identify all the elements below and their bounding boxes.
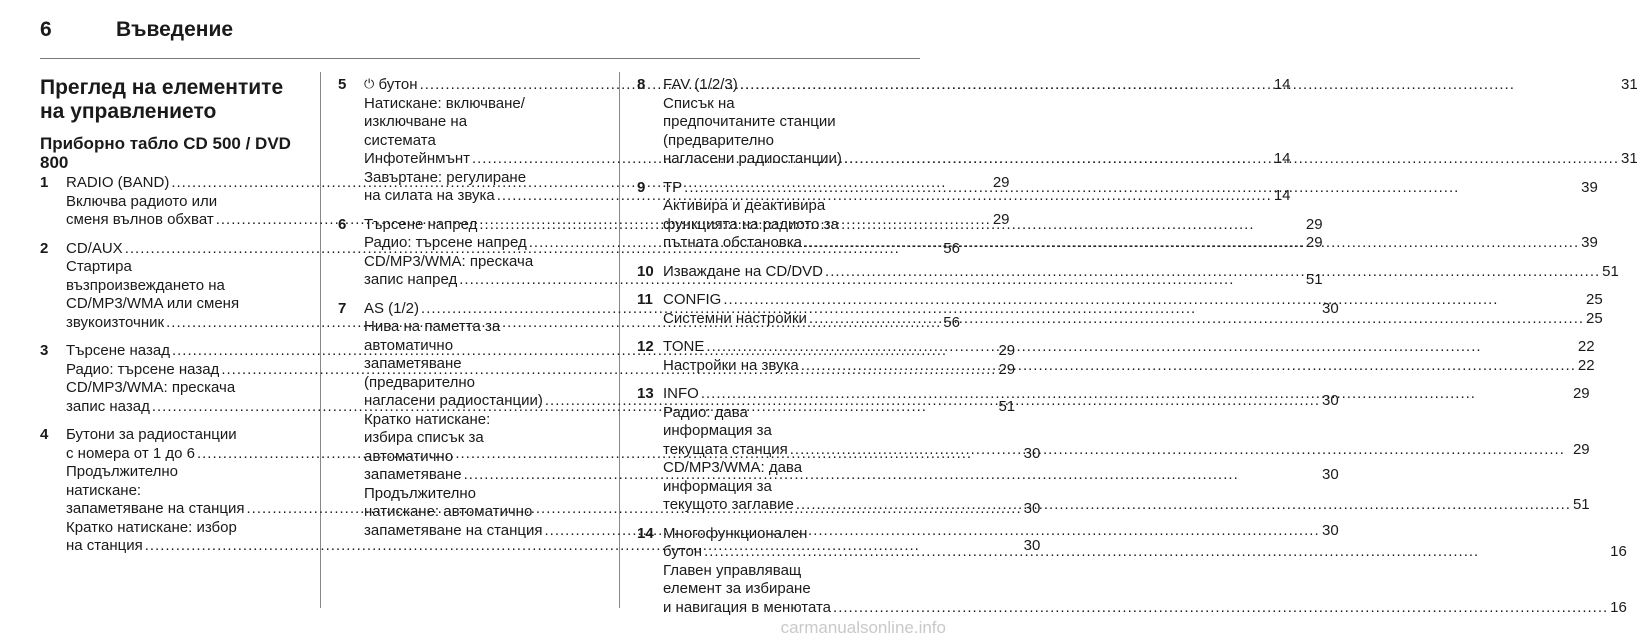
entry-text: TONE: [663, 338, 705, 355]
page-reference[interactable]: 51: [1305, 271, 1323, 288]
entry-text: Радио: търсене напред: [364, 234, 527, 251]
entry-line: [663, 234, 1598, 253]
dot-leader: [704, 543, 1608, 562]
entry-line: [663, 496, 1590, 515]
entry-text: на станция: [66, 537, 143, 554]
entry-text: FAV (1/2/3): [663, 76, 738, 93]
entry-text: Натискане: включване/: [364, 94, 525, 112]
dot-leader: [706, 338, 1575, 357]
entry-text: и навигация в менютата: [663, 598, 832, 616]
entry-text: натискане: автоматично: [364, 503, 533, 520]
entry-text: текущото заглавие: [663, 496, 794, 513]
entry-line: [663, 599, 1627, 618]
entry-line: [663, 404, 1590, 423]
entry-text: бутон: [378, 76, 418, 93]
page-reference[interactable]: 29: [1305, 234, 1323, 251]
entry-text: системата: [364, 131, 436, 149]
entry-line: [663, 580, 1627, 599]
page-reference[interactable]: 30: [1322, 521, 1339, 539]
page-reference[interactable]: 16: [1610, 543, 1627, 560]
entry-text: AS (1/2): [364, 299, 420, 317]
page-reference[interactable]: 31: [1621, 150, 1638, 167]
page-reference[interactable]: 22: [1577, 356, 1595, 374]
entry-text: Включва радиото или: [66, 192, 218, 210]
entry-text: функцията на радиото за: [663, 215, 839, 233]
entry-line: [663, 310, 1603, 329]
dot-leader: [809, 310, 1584, 329]
entry-text: Кратко натискане: избор: [66, 518, 237, 536]
dot-leader: [844, 150, 1619, 169]
entry-text: възпроизвеждането на: [66, 276, 225, 294]
entry-text: Системни настройки: [663, 309, 807, 327]
entry-line: [663, 357, 1595, 376]
entry-text: запаметяване на станция: [66, 500, 245, 517]
page-reference[interactable]: 30: [1023, 500, 1041, 517]
entry-text: запис назад: [66, 397, 150, 415]
entry-number: 9: [637, 178, 646, 196]
watermark: carmanualsonline.info: [780, 618, 946, 637]
page-reference[interactable]: 29: [992, 211, 1010, 228]
entry-text: автоматично: [364, 447, 454, 465]
entry-body: [663, 385, 1590, 515]
page-reference[interactable]: 29: [992, 174, 1010, 191]
entry-line: [663, 95, 1638, 114]
dot-leader: [740, 76, 1619, 95]
entry-text: Продължително: [364, 484, 477, 502]
entry-line: [663, 150, 1638, 169]
entry-line: [663, 338, 1595, 357]
page-reference[interactable]: 30: [1322, 392, 1339, 409]
entry-text: Нива на паметта за: [364, 318, 501, 335]
subsection-title: Приборно табло CD 500 / DVD 800: [40, 134, 291, 172]
page-reference[interactable]: 30: [1023, 537, 1041, 554]
page-reference[interactable]: 39: [1581, 234, 1598, 251]
entry-text: изключване на: [364, 113, 468, 130]
page-reference[interactable]: 29: [998, 360, 1016, 378]
entry-number: 4: [40, 426, 49, 443]
page-reference[interactable]: 29: [1572, 385, 1590, 402]
entry-text: Настройки на звука: [663, 356, 799, 374]
entry-text: CD/AUX: [66, 239, 123, 257]
dot-leader: [796, 496, 1571, 515]
page-reference[interactable]: 39: [1581, 178, 1598, 196]
header-rule: [40, 58, 920, 59]
dot-leader: [684, 179, 1579, 198]
page-reference[interactable]: 22: [1577, 338, 1595, 355]
page-reference[interactable]: 51: [998, 397, 1016, 415]
entry-text: Радио: търсене назад: [66, 360, 220, 378]
entry-number: 11: [637, 291, 653, 308]
entry-text: автоматично: [364, 336, 454, 354]
header-title: Въведение: [116, 18, 234, 41]
page-reference[interactable]: 56: [943, 313, 960, 331]
page-reference[interactable]: 29: [998, 342, 1016, 359]
dot-leader: [701, 385, 1571, 404]
entry-text: Търсене назад: [66, 342, 170, 359]
entry-body: [663, 338, 1595, 375]
entry-number: 8: [637, 76, 646, 93]
entry-number: 6: [338, 215, 347, 233]
page-reference[interactable]: 29: [1572, 440, 1590, 458]
entry-text: нагласени радиостанции): [663, 150, 842, 167]
page-reference[interactable]: 25: [1586, 291, 1603, 308]
entry-number: 13: [637, 385, 654, 402]
page-reference[interactable]: 30: [1322, 299, 1339, 317]
entry-line: [663, 76, 1638, 95]
entry-text: запаметяване: [364, 466, 462, 483]
page-reference[interactable]: 25: [1586, 309, 1603, 327]
index-entry: [637, 262, 1619, 282]
entry-text: звукоизточник: [66, 313, 165, 331]
entry-text: избира списък за: [364, 429, 484, 446]
dot-leader: [833, 599, 1608, 618]
entry-line: [663, 216, 1598, 235]
page-reference[interactable]: 29: [1305, 215, 1323, 233]
entry-number: 2: [40, 239, 49, 257]
entry-line: [663, 478, 1590, 497]
entry-line: [663, 562, 1627, 581]
dot-leader: [790, 441, 1571, 460]
page-reference[interactable]: 51: [1602, 262, 1619, 280]
entry-line: [663, 441, 1590, 460]
page-reference[interactable]: 31: [1621, 76, 1638, 93]
entry-line: [663, 132, 1638, 151]
entry-line: [663, 197, 1598, 216]
entry-body: [663, 179, 1598, 253]
entry-text: информация за: [663, 422, 772, 439]
entry-line: [663, 179, 1598, 198]
page-reference[interactable]: 56: [943, 239, 960, 257]
entry-text: CONFIG: [663, 291, 722, 308]
entry-text: Изваждане на CD/DVD: [663, 262, 824, 280]
entry-text: на силата на звука: [364, 187, 495, 204]
entry-body: [663, 263, 1619, 282]
entry-text: сменя вълнов обхват: [66, 211, 214, 228]
entry-text: нагласени радиостанции): [364, 392, 543, 409]
entry-text: TP: [663, 178, 683, 196]
power-icon: ⏻: [364, 77, 375, 92]
entry-text: Стартира: [66, 258, 132, 275]
entry-text: Инфотейнмънт: [364, 150, 470, 167]
page-reference[interactable]: 14: [1273, 187, 1291, 204]
entry-text: текущата станция: [663, 440, 788, 458]
entry-text: RADIO (BAND): [66, 174, 170, 191]
page-reference[interactable]: 51: [1572, 496, 1590, 513]
section-title: Преглед на елементите на управлението: [40, 76, 284, 123]
dot-leader: [723, 291, 1584, 310]
entry-text: Многофункционален: [663, 524, 808, 542]
dot-leader: [801, 357, 1576, 376]
page-reference[interactable]: 30: [1023, 444, 1041, 462]
page-reference[interactable]: 16: [1610, 598, 1627, 616]
entry-line: [663, 459, 1590, 478]
entry-text: предпочитаните станции: [663, 113, 836, 130]
entry-line: [663, 385, 1590, 404]
entry-text: Главен управляващ: [663, 561, 802, 579]
entry-text: бутон: [663, 543, 703, 560]
entry-text: Продължително: [66, 463, 179, 480]
entry-number: 10: [637, 262, 654, 280]
entry-text: с номера от 1 до 6: [66, 444, 195, 462]
entry-text: CD/MP3/WMA: дава: [663, 459, 803, 476]
entry-text: Кратко натискане:: [364, 410, 491, 428]
entry-number: 1: [40, 174, 49, 191]
entry-line: [663, 263, 1619, 282]
entry-text: Активира и деактивира: [663, 197, 826, 214]
entry-line: [663, 525, 1627, 544]
entry-number: 14: [637, 524, 654, 542]
entry-line: [663, 291, 1603, 310]
page-header: [40, 14, 920, 50]
page-reference[interactable]: 14: [1273, 76, 1291, 93]
page-reference[interactable]: 14: [1273, 150, 1291, 167]
entry-text: елемент за избиране: [663, 580, 811, 597]
entry-line: [663, 113, 1638, 132]
entry-body: [663, 76, 1638, 169]
entry-text: Търсене напред: [364, 215, 478, 233]
entry-text: (предварително: [663, 131, 775, 149]
entry-text: Бутони за радиостанции: [66, 426, 237, 443]
entry-text: (предварително: [364, 373, 476, 391]
entry-text: информация за: [663, 477, 772, 495]
entry-text: INFO: [663, 385, 699, 402]
entry-text: запис напред: [364, 271, 458, 288]
entry-number: 3: [40, 342, 49, 359]
dot-leader: [804, 234, 1579, 253]
page-reference[interactable]: 30: [1322, 466, 1339, 483]
entry-body: [663, 291, 1603, 328]
entry-text: CD/MP3/WMA: прескача: [66, 379, 236, 396]
entry-text: запаметяване на станция: [364, 521, 543, 539]
dot-leader: [825, 263, 1600, 282]
entry-text: Списък на: [663, 94, 735, 112]
entry-text: натискане:: [66, 481, 142, 499]
entry-text: CD/MP3/WMA или сменя: [66, 295, 240, 312]
entry-text: запаметяване: [364, 355, 462, 372]
entry-text: CD/MP3/WMA: прескача: [364, 252, 534, 270]
entry-number: 7: [338, 299, 347, 317]
entry-number: 5: [338, 76, 347, 93]
entry-text: Радио: дава: [663, 403, 748, 421]
entry-text: Завъртане: регулиране: [364, 168, 527, 186]
entry-line: [663, 422, 1590, 441]
entry-text: пътната обстановка: [663, 234, 803, 251]
entry-body: [663, 525, 1627, 618]
entry-number: 12: [637, 338, 654, 355]
entry-line: [663, 543, 1627, 562]
page-number: 6: [40, 18, 52, 41]
